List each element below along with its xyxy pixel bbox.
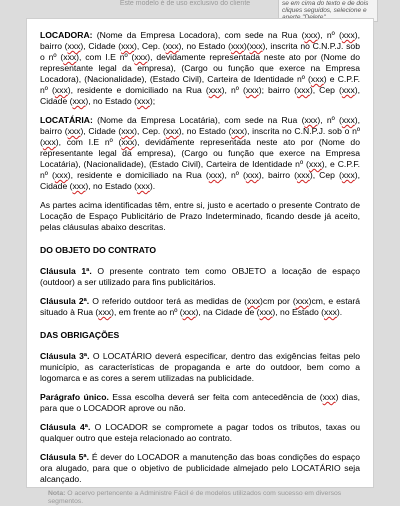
- placeholder-xxx: xxx: [304, 30, 318, 40]
- placeholder-xxx: xxx: [230, 41, 244, 51]
- locadora-label: LOCADORA:: [40, 30, 93, 40]
- paragrafo-unico: [40, 392, 360, 414]
- clausula-5: [40, 452, 360, 485]
- locataria-paragraph: [40, 115, 360, 192]
- placeholder-xxx: xxx: [72, 181, 86, 191]
- paragrafo-unico-label: Parágrafo único.: [40, 392, 109, 402]
- placeholder-xxx: xxx: [249, 41, 263, 51]
- clausula-1-text: O presente contrato tem como OBJETO a locação de espaço (outdoor) a ser utilizado para fins publicitários.: [40, 266, 360, 287]
- placeholder-xxx: xxx: [67, 126, 81, 136]
- placeholder-xxx: xxx: [121, 126, 135, 136]
- locataria-label: LOCATÁRIA:: [40, 115, 93, 125]
- placeholder-xxx: xxx: [341, 30, 355, 40]
- placeholder-xxx: xxx: [63, 52, 77, 62]
- placeholder-xxx: xxx: [208, 170, 222, 180]
- placeholder-xxx: xxx: [72, 96, 86, 106]
- paragrafo-unico-text: Essa escolha deverá ser feita com antecedência de (xxx) dias, para que o LOCADOR aprove ou não.: [40, 392, 361, 413]
- placeholder-xxx: xxx: [245, 170, 259, 180]
- placeholder-xxx: xxx: [296, 170, 310, 180]
- clausula-1-label: Cláusula 1ª.: [40, 266, 92, 276]
- placeholder-xxx: xxx: [98, 307, 112, 317]
- clausula-2: [40, 296, 360, 318]
- placeholder-xxx: xxx: [296, 85, 310, 95]
- placeholder-xxx: xxx: [165, 126, 179, 136]
- placeholder-xxx: xxx: [259, 307, 273, 317]
- locadora-paragraph: [40, 30, 360, 107]
- top-note: Este modelo é de uso exclusivo do cliente: [119, 0, 251, 7]
- clausula-3-label: Cláusula 3ª.: [40, 351, 90, 361]
- clausula-5-label: Cláusula 5ª.: [40, 452, 89, 462]
- locataria-text: (Nome da Empresa Locatária), com sede na Rua (xxx), nº (xxx), bairro (xxx), Cidade (xxx), Cep. (xxx), no Estado (xxx), inscrita no C.N.P.J. sob o nº (xxx), com I.E nº (xxx), devidamente representada neste ato por (Nome do representante legal da empresa), (Cargo ou função que exerce na Empresa Locatária), (Nacionalidade), (Estado Civil), Carteira de Identidade nº (xxx), e C.P.F. nº (xxx), residente e domiciliado na Rua (xxx), nº (xxx), bairro (xxx), Cep (xxx), Cidade (xxx), no Estado (xxx).: [40, 115, 361, 191]
- clausula-2-text: O referido outdoor terá as medidas de (xxx)cm por (xxx)cm, e estará situado à Rua (xxx), em frente ao nº (xxx), na Cidade de (xxx), no Estado (xxx).: [40, 296, 361, 317]
- clausula-5-text: É dever do LOCADOR a manutenção das boas condições do espaço ora alugado, para que o objetivo de publicidade almejado pelo LOCATÁRIO seja alcançado.: [40, 452, 360, 484]
- clausula-4-text: O LOCADOR se compromete a pagar todos os tributos, taxas ou qualquer outro que esteja relacionado ao contrato.: [40, 422, 360, 443]
- clausula-4: [40, 422, 360, 444]
- placeholder-xxx: xxx: [245, 85, 259, 95]
- placeholder-xxx: xxx: [54, 170, 68, 180]
- clausula-3: [40, 351, 360, 384]
- placeholder-xxx: xxx: [67, 41, 81, 51]
- placeholder-xxx: xxx: [42, 137, 56, 147]
- placeholder-xxx: xxx: [134, 52, 148, 62]
- placeholder-xxx: xxx: [136, 181, 150, 191]
- placeholder-xxx: xxx: [310, 74, 324, 84]
- comment-balloon[interactable]: se em cima do texto e de dois cliques seguidos, selecione e: [278, 0, 378, 22]
- placeholder-xxx: xxx: [247, 296, 261, 306]
- clausula-1: [40, 266, 360, 288]
- clausula-4-label: Cláusula 4ª.: [40, 422, 91, 432]
- placeholder-xxx: xxx: [136, 96, 150, 106]
- footer-label: Nota:: [48, 490, 66, 497]
- placeholder-xxx: xxx: [295, 296, 309, 306]
- placeholder-xxx: xxx: [322, 392, 336, 402]
- placeholder-xxx: xxx: [182, 307, 196, 317]
- footer-note: [48, 490, 378, 506]
- placeholder-xxx: xxx: [165, 41, 179, 51]
- clausula-3-text: O LOCATÁRIO deverá especificar, dentro das exigências feitas pelo município, as características de propaganda e arte do outdoor, bem como a logomarca e as cores a serem utilizadas na publicidade.: [40, 351, 360, 383]
- placeholder-xxx: xxx: [341, 170, 355, 180]
- placeholder-xxx: xxx: [341, 115, 355, 125]
- placeholder-xxx: xxx: [304, 115, 318, 125]
- placeholder-xxx: xxx: [324, 307, 337, 317]
- placeholder-xxx: xxx: [308, 159, 322, 169]
- placeholder-xxx: xxx: [341, 85, 355, 95]
- clausula-2-label: Cláusula 2ª.: [40, 296, 90, 306]
- placeholder-xxx: xxx: [54, 85, 68, 95]
- section-title-obrigacoes: DAS OBRIGAÇÕES: [40, 330, 120, 340]
- placeholder-xxx: xxx: [121, 137, 135, 147]
- section-title-objeto: DO OBJETO DO CONTRATO: [40, 245, 157, 255]
- footer-text: O acervo pertencente a Administre Fácil é de modelos utilizados com sucesso em diversos segmentos.: [48, 490, 342, 505]
- intro-paragraph: As partes acima identificadas têm, entre si, justo e acertado o presente Contrato de Locação de Espaço Publicitário de Prazo Indeterminado, ficando desde já aceito, pelas cláusulas abaixo descritas.: [40, 200, 360, 232]
- placeholder-xxx: xxx: [121, 41, 134, 51]
- placeholder-xxx: xxx: [208, 85, 222, 95]
- locadora-text: (Nome da Empresa Locadora), com sede na Rua (xxx), nº (xxx), bairro (xxx), Cidade (xxx), Cep. (xxx), no Estado (xxx)(xxx), inscrita no C.N.P.J. sob o nº (xxx), com I.E nº (xxx), devidamente representada neste ato por (Nome do representante legal da empresa), (Cargo ou função que exerce na Empresa Locadora), (Nacionalidade), (Estado Civil), Carteira de Identidade nº (xxx) e C.P.F. nº (xxx), residente e domiciliado na Rua (xxx), nº (xxx); bairro (xxx), Cep (xxx), Cidade (xxx), no Estado (xxx);: [40, 30, 361, 106]
- placeholder-xxx: xxx: [231, 126, 245, 136]
- document-body: [40, 30, 360, 493]
